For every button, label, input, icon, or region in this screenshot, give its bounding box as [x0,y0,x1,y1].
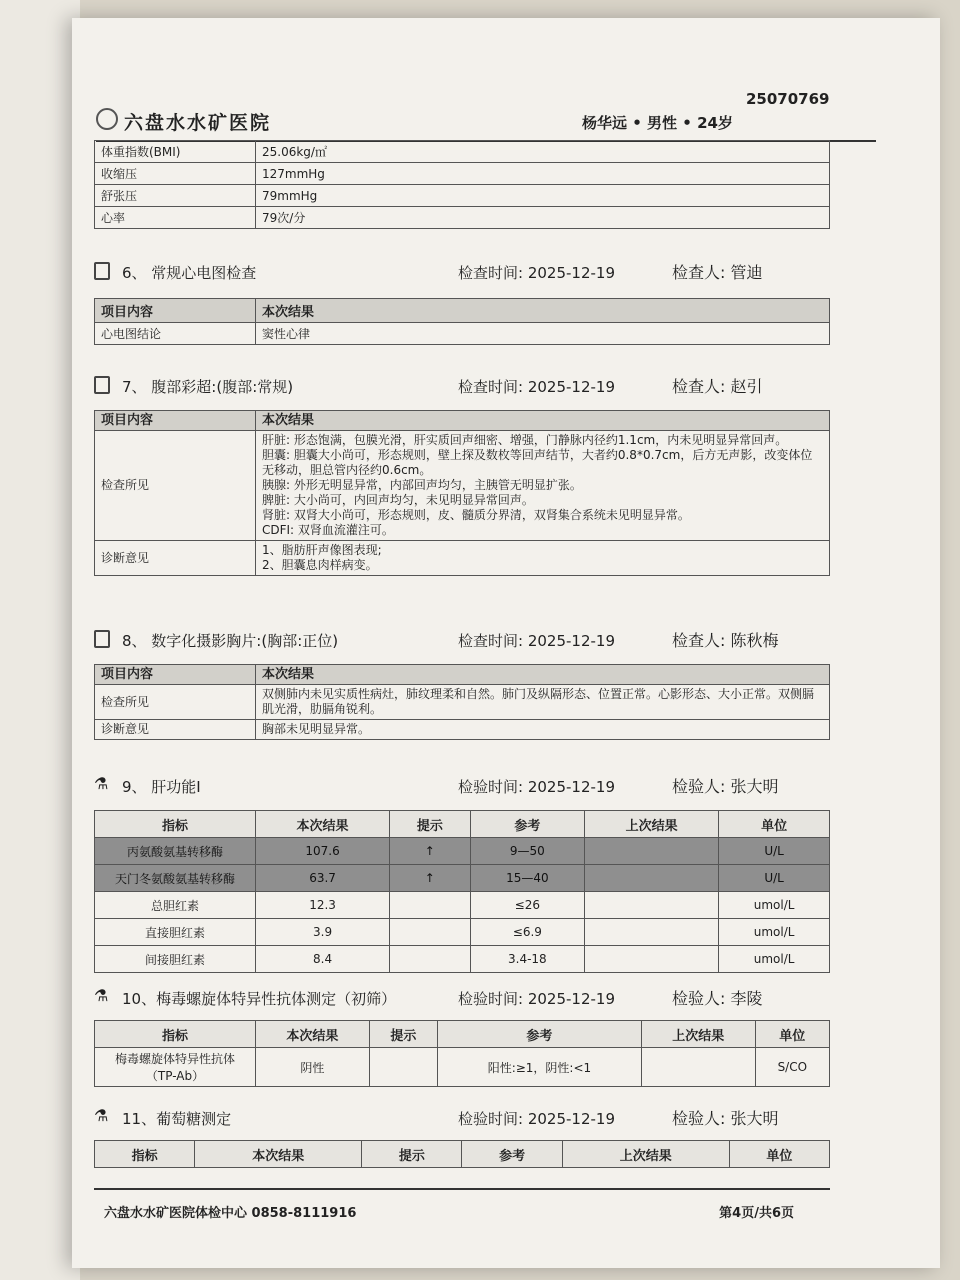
ecg-section-title [94,260,834,286]
exam-time: 检查时间: 2025-12-19 [458,632,615,650]
table-row [95,946,830,973]
test-time: 检验时间: 2025-12-19 [458,990,615,1008]
vital-label: 舒张压 [95,185,256,207]
table-row [95,323,830,345]
table-row [95,720,830,740]
row-label: 心电图结论 [95,323,256,345]
diagnosis-text [256,541,830,576]
finding-line: 肝脏: 形态饱满，包膜光滑，肝实质回声细密、增强，门静脉内径约1.1cm，内未见明显异常回声。 [262,433,788,447]
table-row [95,541,830,576]
flask-icon: ⚗ [94,1106,109,1125]
col-header-item: 项目内容 [95,411,256,431]
xray-section-title [94,628,834,654]
tester: 检验人: 张大明 [672,777,779,796]
lab-ref: 3.4-18 [470,946,585,973]
vitals-table [94,140,830,229]
table-row [95,685,830,720]
finding-line: 胰腺: 外形无明显异常，内部回声均匀，主胰管无明显扩张。 [262,478,582,492]
lab-ref: 阳性:≥1，阴性:<1 [438,1048,642,1087]
lab-unit: U/L [719,838,830,865]
lab-result: 12.3 [256,892,390,919]
vital-label: 收缩压 [95,163,256,185]
lab-result: 3.9 [256,919,390,946]
lab-last [585,946,719,973]
lab-last [585,919,719,946]
row-value: 窦性心律 [256,323,830,345]
tester: 检验人: 李陵 [672,989,763,1008]
table-row [95,185,830,207]
col-header-unit: 单位 [719,811,830,838]
col-header-last: 上次结果 [562,1141,729,1168]
report-icon [94,630,110,648]
tester: 检验人: 张大明 [672,1109,779,1128]
lab-name: 梅毒螺旋体特异性抗体（TP-Ab） [95,1048,256,1087]
lab-hint [369,1048,437,1087]
finding-line: 胆囊: 胆囊大小尚可，形态规则，壁上探及数枚等回声结节，大者约0.8*0.7cm，后方无声影，改变体位无移动，胆总管内径约0.6cm。 [262,448,813,477]
lab-name: 间接胆红素 [95,946,256,973]
vital-value: 25.06kg/㎡ [256,141,830,163]
lab-last [585,838,719,865]
diagnosis-text: 胸部未见明显异常。 [256,720,830,740]
vital-value: 79次/分 [256,207,830,229]
diagnosis-line: 1、脂肪肝声像图表现; [262,543,382,557]
lab-ref: ≤26 [470,892,585,919]
section-name: 8、 数字化摄影胸片:(胸部:正位) [122,632,339,650]
lab-unit: umol/L [719,946,830,973]
lab-unit: umol/L [719,892,830,919]
col-header-result: 本次结果 [256,411,830,431]
col-header-unit: 单位 [755,1021,829,1048]
table-header-row [95,411,830,431]
lab-result: 8.4 [256,946,390,973]
lab-result: 63.7 [256,865,390,892]
xray-table [94,664,830,740]
col-header-result: 本次结果 [256,1021,370,1048]
lab-hint [390,892,470,919]
vital-value: 79mmHg [256,185,830,207]
lab-hint: ↑ [390,865,470,892]
col-header-hint: 提示 [362,1141,462,1168]
lab-unit: umol/L [719,919,830,946]
syphilis-table [94,1020,830,1087]
col-header-ref: 参考 [470,811,585,838]
lab-result: 阴性 [256,1048,370,1087]
lab-unit: U/L [719,865,830,892]
report-page [72,18,940,1268]
exam-time: 检查时间: 2025-12-19 [458,378,615,396]
exam-time: 检查时间: 2025-12-19 [458,264,615,282]
table-row [95,207,830,229]
table-row [95,919,830,946]
finding-line: 肾脏: 双肾大小尚可，形态规则，皮、髓质分界清，双肾集合系统未见明显异常。 [262,508,690,522]
col-header-result: 本次结果 [256,811,390,838]
ultrasound-table [94,410,830,576]
section-name: 7、 腹部彩超:(腹部:常规) [122,378,294,396]
section-name: 11、葡萄糖测定 [122,1110,232,1128]
lab-result: 107.6 [256,838,390,865]
table-header-row [95,665,830,685]
col-header-result: 本次结果 [195,1141,362,1168]
report-icon [94,262,110,280]
col-header-index: 指标 [95,1141,195,1168]
lab-last [585,865,719,892]
finding-line: CDFI: 双肾血流灌注可。 [262,523,394,537]
findings-text [256,431,830,541]
test-time: 检验时间: 2025-12-19 [458,778,615,796]
table-header-row [95,811,830,838]
page-number: 第4页/共6页 [719,1206,794,1221]
table-row [95,865,830,892]
glucose-table [94,1140,830,1168]
lab-hint [390,946,470,973]
lab-hint: ↑ [390,838,470,865]
table-row [95,431,830,541]
col-header-result: 本次结果 [256,299,830,323]
ecg-table [94,298,830,345]
col-header-hint: 提示 [369,1021,437,1048]
table-row [95,141,830,163]
lab-ref: 9—50 [470,838,585,865]
table-header-row [95,1021,830,1048]
col-header-last: 上次结果 [641,1021,755,1048]
test-time: 检验时间: 2025-12-19 [458,1110,615,1128]
lab-name: 总胆红素 [95,892,256,919]
patient-info: 杨华远 • 男性 • 24岁 [582,114,733,132]
col-header-hint: 提示 [390,811,470,838]
col-header-item: 项目内容 [95,299,256,323]
underlying-page [0,0,80,1280]
glucose-section-title [94,1106,834,1132]
section-name: 6、 常规心电图检查 [122,264,257,282]
lab-unit: S/CO [755,1048,829,1087]
liver-table [94,810,830,973]
col-header-item: 项目内容 [95,665,256,685]
col-header-ref: 参考 [462,1141,562,1168]
lab-ref: 15—40 [470,865,585,892]
row-label: 检查所见 [95,685,256,720]
col-header-ref: 参考 [438,1021,642,1048]
findings-text: 双侧肺内未见实质性病灶，肺纹理柔和自然。肺门及纵隔形态、位置正常。心影形态、大小正常。双侧膈肌光滑，肋膈角锐利。 [256,685,830,720]
row-label: 检查所见 [95,431,256,541]
section-name: 9、 肝功能Ⅰ [122,778,201,796]
table-row [95,163,830,185]
lab-ref: ≤6.9 [470,919,585,946]
lab-last [641,1048,755,1087]
examiner: 检查人: 赵引 [672,377,763,396]
lab-hint [390,919,470,946]
row-label: 诊断意见 [95,720,256,740]
table-header-row [95,1141,830,1168]
lab-name: 天门冬氨酸氨基转移酶 [95,865,256,892]
col-header-result: 本次结果 [256,665,830,685]
col-header-unit: 单位 [729,1141,829,1168]
page-header [96,88,876,142]
flask-icon: ⚗ [94,774,109,793]
footer-contact: 六盘水水矿医院体检中心 0858-8111916 [104,1206,357,1221]
col-header-index: 指标 [95,811,256,838]
lab-name: 丙氨酸氨基转移酶 [95,838,256,865]
table-row [95,838,830,865]
ultrasound-section-title [94,374,834,400]
examiner: 检查人: 陈秋梅 [672,631,779,650]
examiner: 检查人: 管迪 [672,263,763,282]
lab-name: 直接胆红素 [95,919,256,946]
row-label: 诊断意见 [95,541,256,576]
col-header-last: 上次结果 [585,811,719,838]
exam-id: 25070769 [746,90,830,108]
lab-last [585,892,719,919]
diagnosis-line: 2、胆囊息肉样病变。 [262,558,378,572]
hospital-name: 六盘水水矿医院 [124,112,272,134]
col-header-index: 指标 [95,1021,256,1048]
syphilis-section-title [94,986,834,1012]
liver-section-title [94,774,834,800]
vital-label: 心率 [95,207,256,229]
report-icon [94,376,110,394]
table-row [95,892,830,919]
finding-line: 脾脏: 大小尚可，内回声均匀，未见明显异常回声。 [262,493,534,507]
table-row [95,1048,830,1087]
vital-value: 127mmHg [256,163,830,185]
table-header-row [95,299,830,323]
page-footer [94,1188,830,1220]
hospital-logo-icon [96,108,118,130]
flask-icon: ⚗ [94,986,109,1005]
section-name: 10、梅毒螺旋体特异性抗体测定（初筛） [122,990,397,1008]
vital-label: 体重指数(BMI) [95,141,256,163]
